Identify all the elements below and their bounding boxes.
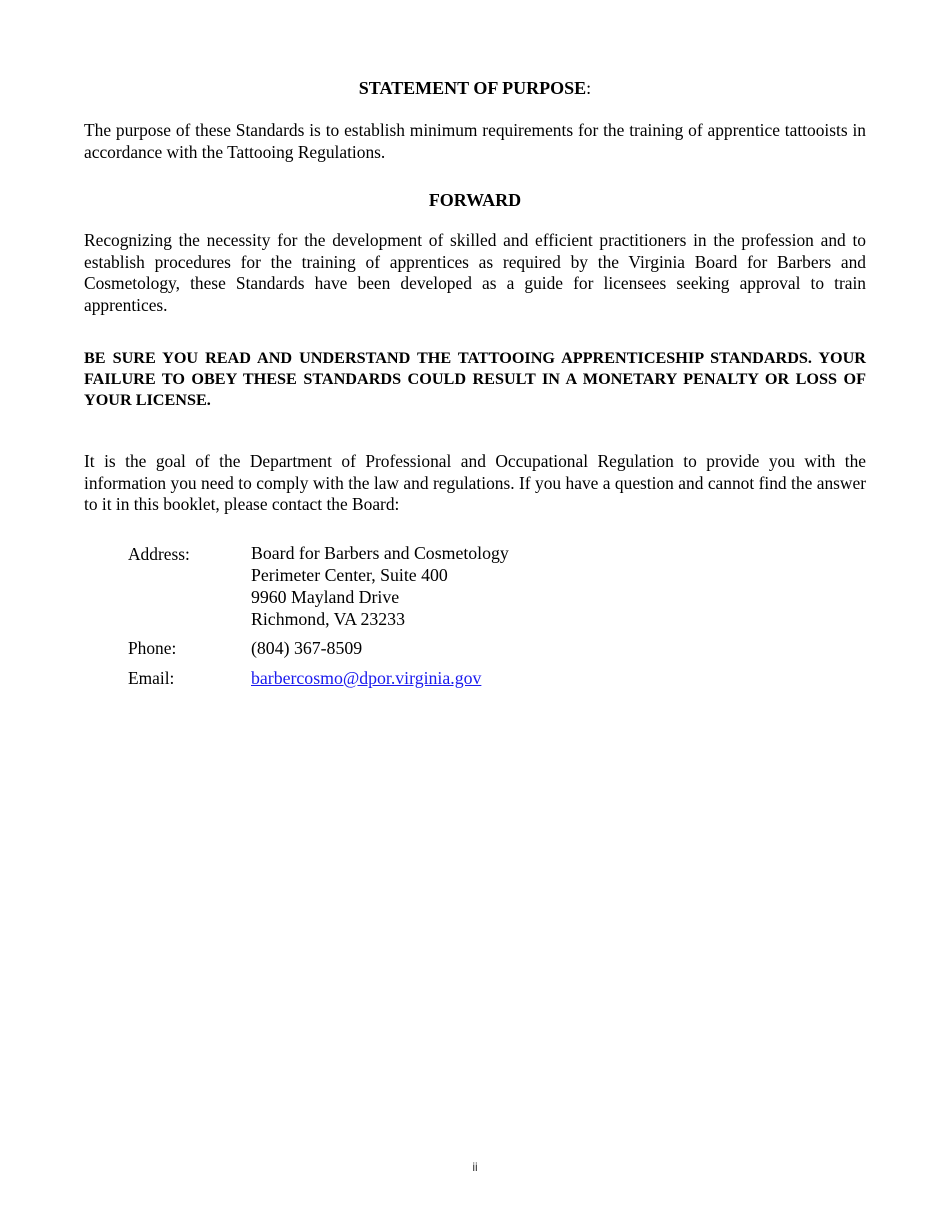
forward-body: Recognizing the necessity for the development of skilled and efficient practitioners in the profession and to establish procedures for the training of apprentices as required by the Virginia Board for Barbers and Cosmetology, these Standards have been developed as a guide for licensees seeking approval to train apprentices. xyxy=(84,230,866,316)
address-label: Address: xyxy=(128,544,190,564)
email-label: Email: xyxy=(128,668,175,688)
email-value xyxy=(251,667,481,689)
phone-label: Phone: xyxy=(128,638,177,658)
address-line-4: Richmond, VA 23233 xyxy=(251,609,405,629)
email-link[interactable]: barbercosmo@dpor.virginia.gov xyxy=(251,668,482,688)
address-line-1: Board for Barbers and Cosmetology xyxy=(251,543,509,563)
goal-paragraph: It is the goal of the Department of Professional and Occupational Regulation to provide you with the information you need to comply with the law and regulations. If you have a question and cannot find the answer to it in this booklet, please contact the Board: xyxy=(84,451,866,515)
forward-heading: FORWARD xyxy=(428,190,522,210)
address-line-2: Perimeter Center, Suite 400 xyxy=(251,565,448,585)
statement-of-purpose-heading xyxy=(84,77,866,99)
address-line-3: 9960 Mayland Drive xyxy=(251,587,400,607)
warning-notice: BE SURE YOU READ AND UNDERSTAND THE TATTOOING APPRENTICESHIP STANDARDS. YOUR FAILURE TO OBEY THESE STANDARDS COULD RESULT IN A MONETARY PENALTY OR LOSS OF YOUR LICENSE. xyxy=(84,349,866,409)
statement-heading-text: STATEMENT OF PURPOSE xyxy=(358,78,587,98)
page-number: ii xyxy=(472,1160,478,1174)
phone-value: (804) 367-8509 xyxy=(251,638,363,658)
statement-of-purpose-body: The purpose of these Standards is to establish minimum requirements for the training of apprentice tattooists in accordance with the Tattooing Regulations. xyxy=(84,120,866,162)
statement-heading-colon: : xyxy=(586,78,592,98)
